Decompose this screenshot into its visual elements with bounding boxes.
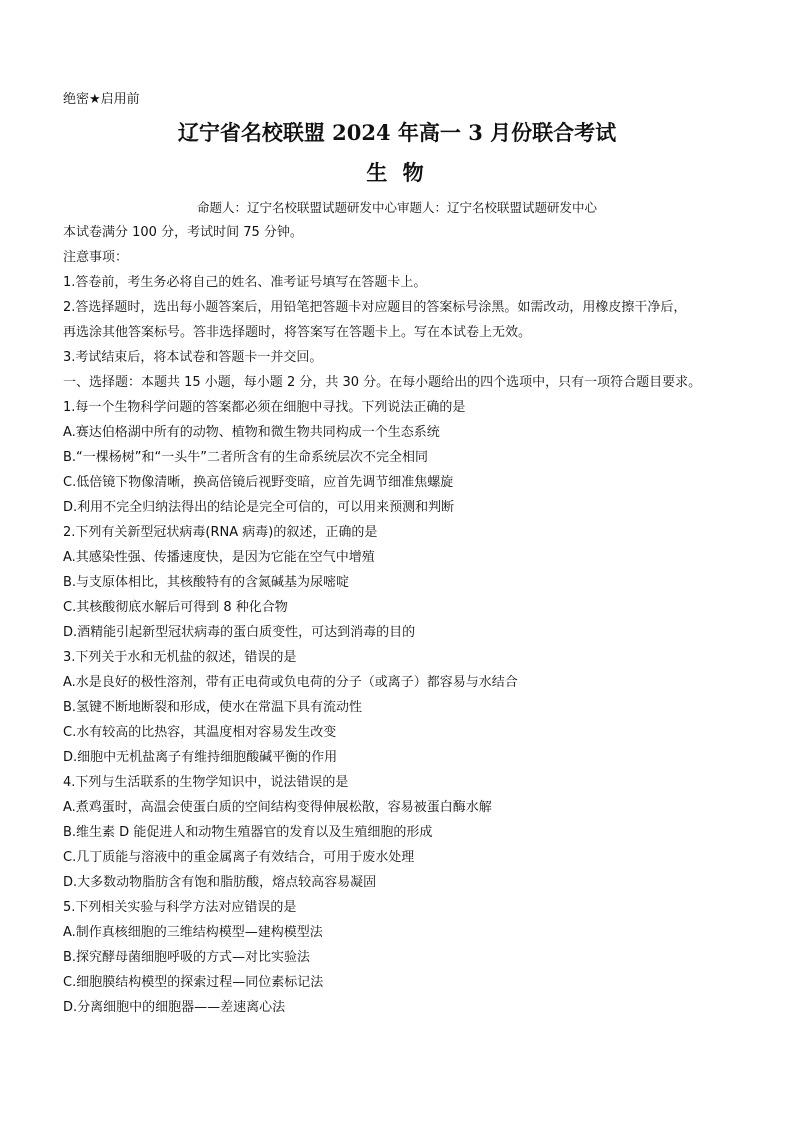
option-b: B.探究酵母菌细胞呼吸的方式—对比实验法 bbox=[63, 950, 311, 965]
option-c: C.水有较高的比热容，其温度相对容易发生改变 bbox=[63, 725, 337, 740]
authors-line: 命题人：辽宁名校联盟试题研发中心审题人：辽宁名校联盟试题研发中心 bbox=[196, 200, 597, 215]
option-b: B.维生素 D 能促进人和动物生殖器官的发育以及生殖细胞的形成 bbox=[63, 825, 433, 840]
notice-item-2-line-1: 2.答选择题时，选出每小题答案后，用铅笔把答题卡对应题目的答案标号涂黑。如需改动，用橡皮擦干净后， bbox=[63, 300, 687, 315]
option-a: A.制作真核细胞的三维结构模型—建构模型法 bbox=[63, 925, 323, 940]
notice-heading: 注意事项： bbox=[63, 250, 129, 265]
option-a: A.赛达伯格湖中所有的动物、植物和微生物共同构成一个生态系统 bbox=[63, 425, 440, 440]
question-stem: 2.下列有关新型冠状病毒(RNA 病毒)的叙述，正确的是 bbox=[63, 525, 378, 540]
exam-title: 辽宁省名校联盟 2024 年高一 3 月份联合考试 bbox=[177, 120, 617, 145]
confidential-label: 绝密★启用前 bbox=[63, 92, 140, 107]
option-c: C.低倍镜下物像清晰，换高倍镜后视野变暗，应首先调节细准焦螺旋 bbox=[63, 475, 454, 490]
option-b: B.氢键不断地断裂和形成，使水在常温下具有流动性 bbox=[63, 700, 363, 715]
option-c: C.几丁质能与溶液中的重金属离子有效结合，可用于废水处理 bbox=[63, 850, 415, 865]
option-b: B.与支原体相比，其核酸特有的含氮碱基为尿嘧啶 bbox=[63, 575, 350, 590]
option-a: A.煮鸡蛋时，高温会使蛋白质的空间结构变得伸展松散，容易被蛋白酶水解 bbox=[63, 800, 492, 815]
notice-item-2-line-2: 再选涂其他答案标号。答非选择题时，将答案写在答题卡上。写在本试卷上无效。 bbox=[63, 325, 532, 340]
option-b: B.“一棵杨树”和“一头牛”二者所含有的生命系统层次不完全相同 bbox=[63, 450, 428, 465]
question-stem: 1.每一个生物科学问题的答案都必须在细胞中寻找。下列说法正确的是 bbox=[63, 400, 466, 415]
option-c: C.其核酸彻底水解后可得到 8 种化合物 bbox=[63, 600, 288, 615]
notice-item-1: 1.答卷前，考生务必将自己的姓名、准考证号填写在答题卡上。 bbox=[63, 275, 427, 290]
question-stem: 3.下列关于水和无机盐的叙述，错误的是 bbox=[63, 650, 297, 665]
subject-title: 生 物 bbox=[366, 160, 428, 185]
option-a: A.其感染性强、传播速度快，是因为它能在空气中增殖 bbox=[63, 550, 375, 565]
option-d: D.细胞中无机盐离子有维持细胞酸碱平衡的作用 bbox=[63, 750, 338, 765]
option-c: C.细胞膜结构模型的探索过程—同位素标记法 bbox=[63, 975, 324, 990]
score-info: 本试卷满分 100 分，考试时间 75 分钟。 bbox=[63, 225, 303, 240]
question-stem: 4.下列与生活联系的生物学知识中，说法错误的是 bbox=[63, 775, 349, 790]
option-d: D.大多数动物脂肪含有饱和脂肪酸，熔点较高容易凝固 bbox=[63, 875, 377, 890]
notice-item-3: 3.考试结束后，将本试卷和答题卡一并交回。 bbox=[63, 350, 323, 365]
option-a: A.水是良好的极性溶剂，带有正电荷或负电荷的分子（或离子）都容易与水结合 bbox=[63, 675, 518, 690]
option-d: D.酒精能引起新型冠状病毒的蛋白质变性，可达到消毒的目的 bbox=[63, 625, 416, 640]
option-d: D.利用不完全归纳法得出的结论是完全可信的，可以用来预测和判断 bbox=[63, 500, 455, 515]
question-stem: 5.下列相关实验与科学方法对应错误的是 bbox=[63, 900, 297, 915]
option-d: D.分离细胞中的细胞器——差速离心法 bbox=[63, 1000, 286, 1015]
section-heading: 一、选择题：本题共 15 小题，每小题 2 分，共 30 分。在每小题给出的四个选项中，只有一项符合题目要求。 bbox=[63, 375, 702, 390]
